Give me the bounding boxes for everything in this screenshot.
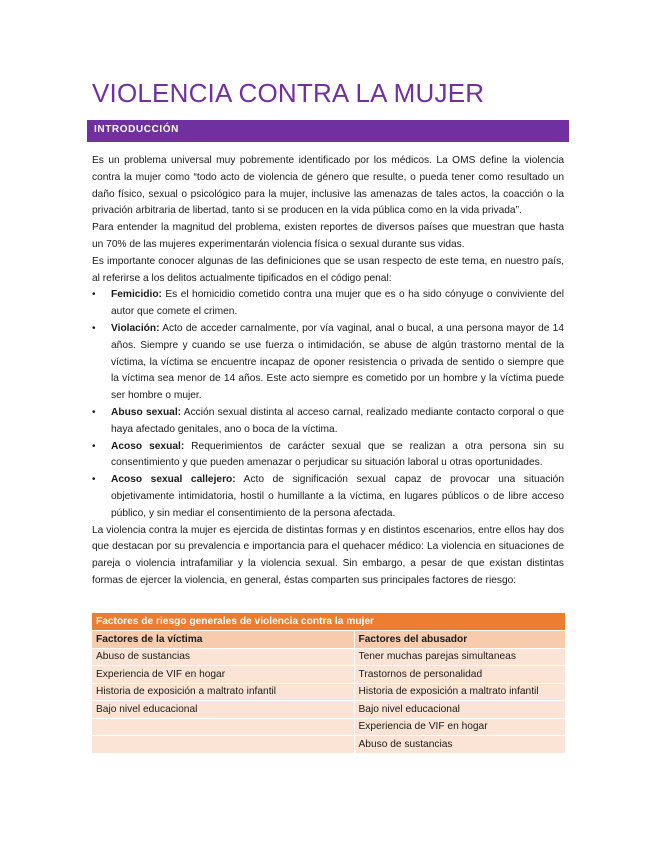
bullet-icon: • bbox=[92, 289, 96, 301]
risk-factors-table bbox=[92, 613, 565, 754]
definition-text: Acción sexual distinta al acceso carnal, realizado mediante contacto corporal o que haya afectado genitales, ano o boca de la víctima. bbox=[111, 406, 564, 435]
table-cell: Abuso de sustancias bbox=[354, 736, 565, 754]
list-item bbox=[92, 472, 564, 522]
paragraph-magnitude: Para entender la magnitud del problema, existen reportes de diversos países que muestran que hasta un 70% de las mujeres experimentarán violencia física o sexual durante sus vidas. bbox=[92, 222, 564, 250]
table-cell: Tener muchas parejas simultaneas bbox=[354, 648, 565, 666]
table-cell: Bajo nivel educacional bbox=[92, 701, 354, 719]
bullet-icon: • bbox=[92, 322, 96, 334]
definition-term: Abuso sexual: bbox=[111, 406, 182, 418]
list-item bbox=[92, 405, 564, 439]
table-cell: Historia de exposición a maltrato infantil bbox=[92, 683, 354, 701]
list-item bbox=[92, 439, 564, 473]
definition-term: Violación: bbox=[111, 322, 160, 334]
table-header-row bbox=[92, 631, 565, 649]
body-content bbox=[92, 153, 564, 590]
bullet-icon: • bbox=[92, 406, 96, 418]
column-header-abuser: Factores del abusador bbox=[354, 631, 565, 649]
definition-text: Acto de significación sexual capaz de provocar una situación objetivamente intimidatoria, hostil o humillante a la víctima, en lugares públicos o de libre acceso público, y sin mediar el consentimiento de la persona afectada. bbox=[111, 474, 564, 519]
table-row bbox=[92, 683, 565, 701]
table-cell: Historia de exposición a maltrato infantil bbox=[354, 683, 565, 701]
table-cell: Experiencia de VIF en hogar bbox=[92, 666, 354, 684]
table-cell: Bajo nivel educacional bbox=[354, 701, 565, 719]
definitions-list bbox=[92, 287, 564, 522]
bullet-icon: • bbox=[92, 440, 96, 452]
table-row bbox=[92, 718, 565, 736]
section-heading: INTRODUCCIÓN bbox=[94, 124, 179, 135]
paragraph-definitions-intro: Es importante conocer algunas de las definiciones que se usan respecto de este tema, en nuestro país, al referirse a los delitos actualmente tipificados en el código penal: bbox=[92, 255, 564, 284]
table-cell: Abuso de sustancias bbox=[92, 648, 354, 666]
table-cell bbox=[92, 718, 354, 736]
paragraph-risk-factors: La violencia contra la mujer es ejercida de distintas formas y en distintos escenarios, entre ellos hay dos que destacan por su prevalencia e importancia para el quehacer médico: La violencia en situaciones de pareja o violencia intrafamiliar y la violencia sexual. Sin embargo, a pesar de que existan distintas formas de ejercer la violencia, en general, éstas comparten sus principales factores de riesgo: bbox=[92, 524, 564, 586]
table-row bbox=[92, 736, 565, 754]
definition-text: Requerimientos de carácter sexual que se realizan a otra persona sin su consentimiento y que pueden amenazar o perjudicar su situación laboral u otras oportunidades. bbox=[111, 440, 564, 469]
table-row bbox=[92, 648, 565, 666]
table-cell: Trastornos de personalidad bbox=[354, 666, 565, 684]
definition-text: Es el homicidio cometido contra una mujer que es o ha sido cónyuge o conviviente del autor que comete el crimen. bbox=[111, 289, 564, 318]
table-cell: Experiencia de VIF en hogar bbox=[354, 718, 565, 736]
list-item bbox=[92, 287, 564, 321]
definition-term: Acoso sexual: bbox=[111, 440, 185, 452]
table-caption: Factores de riesgo generales de violencia contra la mujer bbox=[92, 613, 565, 631]
column-header-victim: Factores de la víctima bbox=[92, 631, 354, 649]
bullet-icon: • bbox=[92, 474, 96, 486]
page-title: VIOLENCIA CONTRA LA MUJER bbox=[92, 78, 485, 108]
table-cell bbox=[92, 736, 354, 754]
list-item bbox=[92, 321, 564, 405]
definition-term: Femicidio: bbox=[111, 289, 162, 301]
definition-text: Acto de acceder carnalmente, por vía vaginal, anal o bucal, a una persona mayor de 14 años. Siempre y cuando se use fuerza o intimidación, se abuse de algún trastorno mental de la víctima, la víctima se encuentre incapaz de oponer resistencia o privada de sentido o siempre que la víctima sea menor de 14 años. Este acto siempre es cometido por un hombre y la víctima puede ser hombre o mujer. bbox=[111, 322, 564, 402]
paragraph-intro: Es un problema universal muy pobremente identificado por los médicos. La OMS define la violencia contra la mujer como “todo acto de violencia de género que resulte, o pueda tener como resultado un daño físico, sexual o psicológico para la mujer, inclusive las amenazas de tales actos, la coacción o la privación arbitraria de libertad, tanto si se producen en la vida pública como en la vida privada”. bbox=[92, 155, 564, 217]
table-caption-row bbox=[92, 613, 565, 631]
table-row bbox=[92, 701, 565, 719]
section-heading-bar bbox=[87, 120, 569, 142]
table-row bbox=[92, 666, 565, 684]
definition-term: Acoso sexual callejero: bbox=[111, 474, 236, 486]
